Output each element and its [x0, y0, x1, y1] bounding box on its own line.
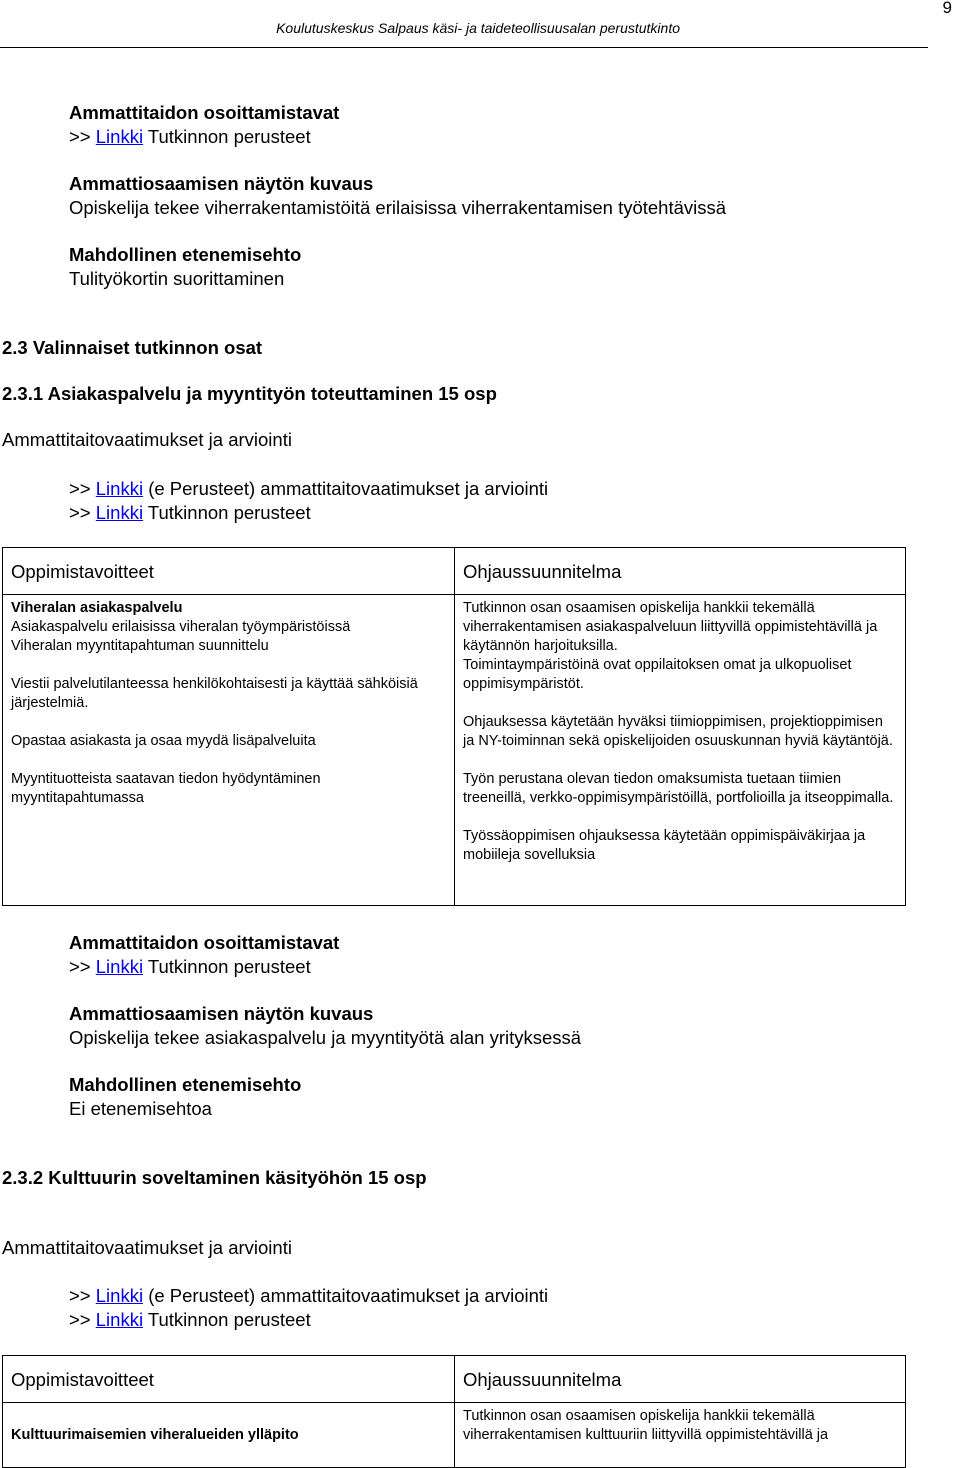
skills-demo-text: Opiskelija tekee asiakaspalvelu ja myyntityötä alan yrityksessä [69, 1027, 582, 1048]
requirements-links [69, 1284, 548, 1332]
link-text: Tutkinnon perusteet [147, 502, 311, 523]
learning-plan-table [2, 547, 906, 906]
plan-paragraph: Ohjauksessa käytetään hyväksi tiimioppimisen, projektioppimisen ja NY-toiminnan sekä opiskelijoiden osuuskunnan hyviä käytäntöjä. [463, 714, 893, 749]
skills-demo-title: Ammattiosaamisen näytön kuvaus [69, 173, 374, 194]
assessment-methods-link-line [69, 955, 339, 979]
col-header-oppimistavoitteet: Oppimistavoitteet [3, 548, 455, 595]
plan-paragraph: Työssäoppimisen ohjauksessa käytetään oppimispäiväkirjaa ja mobiileja sovelluksia [463, 828, 866, 863]
progression-block [69, 243, 301, 291]
section-heading-2-3-2: 2.3.2 Kulttuurin soveltaminen käsityöhön 15 osp [2, 1167, 427, 1188]
section-heading-valinnaiset: 2.3 Valinnaiset tutkinnon osat [2, 337, 263, 358]
eperusteet-link-line [69, 1284, 548, 1308]
link-prefix: >> [69, 126, 91, 147]
perusteet-link[interactable]: Linkki [95, 502, 144, 523]
plan-paragraph: Työn perustana olevan tiedon omaksumista tuetaan tiimien treeneillä, verkko-oppimisympäristöillä, portfolioilla ja itseoppimalla. [463, 771, 894, 806]
assessment-methods-title: Ammattitaidon osoittamistavat [69, 102, 340, 123]
goal-paragraph: Myyntituotteista saatavan tiedon hyödyntäminen myyntitapahtumassa [11, 771, 321, 806]
learning-goals-cell [3, 1403, 455, 1468]
progression-title: Mahdollinen etenemisehto [69, 244, 302, 265]
header-divider [0, 47, 928, 48]
link-text: Tutkinnon perusteet [147, 126, 311, 147]
link-text: (e Perusteet) ammattitaitovaatimukset ja arviointi [148, 478, 549, 499]
requirements-subtitle: Ammattitaitovaatimukset ja arviointi [2, 429, 292, 450]
link-prefix: >> [69, 956, 91, 977]
assessment-methods-block [69, 101, 339, 149]
learning-plan-table [2, 1355, 906, 1468]
skills-demo-text: Opiskelija tekee viherrakentamistöitä erilaisissa viherrakentamisen työtehtävissä [69, 197, 727, 218]
progression-text: Ei etenemisehtoa [69, 1098, 212, 1119]
goal-title: Kulttuurimaisemien viheralueiden ylläpito [11, 1427, 299, 1443]
link-text: Tutkinnon perusteet [147, 956, 311, 977]
plan-paragraph: Tutkinnon osan osaamisen opiskelija hankkii tekemällä viherrakentamisen kulttuuriin liittyvillä oppimistehtävillä ja [463, 1408, 829, 1443]
guidance-plan-cell [455, 595, 906, 906]
skills-demo-block [69, 172, 726, 220]
goal-line: Asiakaspalvelu erilaisissa viheralan työympäristöissä [11, 619, 351, 635]
requirements-subtitle: Ammattitaitovaatimukset ja arviointi [2, 1237, 292, 1258]
skills-demo-title: Ammattiosaamisen näytön kuvaus [69, 1003, 374, 1024]
requirements-links [69, 477, 548, 525]
guidance-plan-cell [455, 1403, 906, 1468]
goal-paragraph: Opastaa asiakasta ja osaa myydä lisäpalveluita [11, 733, 316, 749]
assessment-methods-link-line [69, 125, 339, 149]
perusteet-link[interactable]: Linkki [95, 956, 144, 977]
assessment-methods-title: Ammattitaidon osoittamistavat [69, 932, 340, 953]
link-prefix: >> [69, 502, 91, 523]
col-header-ohjaussuunnitelma: Ohjaussuunnitelma [455, 1356, 906, 1403]
perusteet-link[interactable]: Linkki [95, 1309, 144, 1330]
goal-line: Viheralan myyntitapahtuman suunnittelu [11, 638, 269, 654]
link-prefix: >> [69, 1309, 91, 1330]
progression-block [69, 1073, 301, 1121]
perusteet-link[interactable]: Linkki [95, 126, 144, 147]
progression-title: Mahdollinen etenemisehto [69, 1074, 302, 1095]
col-header-ohjaussuunnitelma: Ohjaussuunnitelma [455, 548, 906, 595]
section-heading-2-3-1: 2.3.1 Asiakaspalvelu ja myyntityön toteuttaminen 15 osp [2, 383, 497, 404]
perusteet-link-line [69, 501, 548, 525]
learning-goals-cell [3, 595, 455, 906]
plan-paragraph: Tutkinnon osan osaamisen opiskelija hankkii tekemällä viherrakentamisen asiakaspalveluun liittyvillä oppimistehtävillä ja käytännön harjoituksilla. [463, 600, 878, 654]
goal-title: Viheralan asiakaspalvelu [11, 600, 183, 616]
link-text: Tutkinnon perusteet [147, 1309, 311, 1330]
page-number: 9 [942, 0, 952, 17]
col-header-oppimistavoitteet: Oppimistavoitteet [3, 1356, 455, 1403]
document-header-title: Koulutuskeskus Salpaus käsi- ja taideteollisuusalan perustutkinto [276, 20, 680, 36]
eperusteet-link-line [69, 477, 548, 501]
eperusteet-link[interactable]: Linkki [95, 1285, 144, 1306]
perusteet-link-line [69, 1308, 548, 1332]
goal-paragraph: Viestii palvelutilanteessa henkilökohtaisesti ja käyttää sähköisiä järjestelmiä. [11, 676, 418, 711]
plan-paragraph: Toimintaympäristöinä ovat oppilaitoksen omat ja ulkopuoliset oppimisympäristöt. [463, 657, 852, 692]
progression-text: Tulityökortin suorittaminen [69, 268, 285, 289]
assessment-methods-block [69, 931, 339, 979]
skills-demo-block [69, 1002, 581, 1050]
eperusteet-link[interactable]: Linkki [95, 478, 144, 499]
link-prefix: >> [69, 478, 91, 499]
link-text: (e Perusteet) ammattitaitovaatimukset ja arviointi [148, 1285, 549, 1306]
link-prefix: >> [69, 1285, 91, 1306]
